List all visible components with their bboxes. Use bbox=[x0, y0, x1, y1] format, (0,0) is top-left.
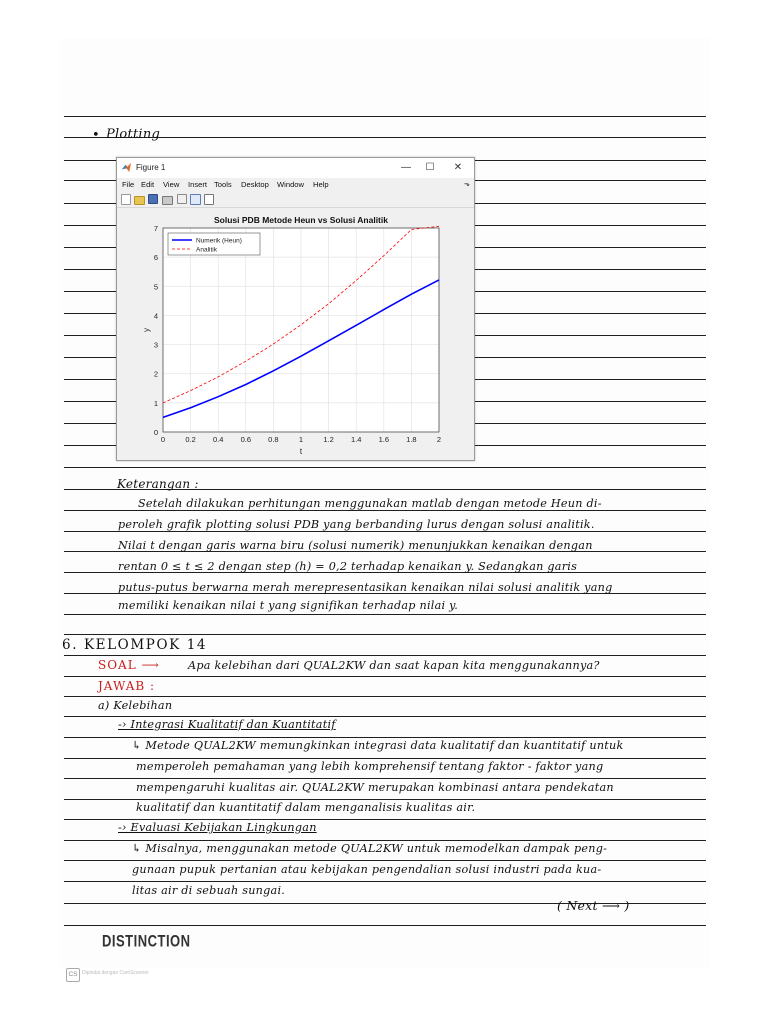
keterangan-line: Setelah dilakukan perhitungan menggunakan matlab dengan metode Heun di- bbox=[138, 497, 602, 510]
ruled-line bbox=[64, 357, 116, 358]
y-tick-label: 5 bbox=[153, 282, 158, 292]
ruled-line bbox=[64, 676, 706, 677]
ruled-line bbox=[64, 614, 706, 615]
save-icon[interactable] bbox=[148, 194, 158, 204]
next-note: ( Next ⟶ ) bbox=[557, 898, 630, 913]
print-icon[interactable] bbox=[162, 196, 173, 205]
legend-label: Numerik (Heun) bbox=[196, 237, 242, 245]
ruled-line bbox=[64, 510, 706, 511]
section-title: 6. KELOMPOK 14 bbox=[62, 637, 208, 653]
x-tick-label: 2 bbox=[436, 435, 442, 444]
ruled-line bbox=[474, 225, 706, 226]
subheading-kelebihan: a) Kelebihan bbox=[98, 699, 173, 712]
y-tick-label: 3 bbox=[153, 340, 158, 350]
new-file-icon[interactable] bbox=[121, 194, 131, 205]
ruled-line bbox=[64, 860, 706, 861]
keterangan-line: memiliki kenaikan nilai t yang signifikan terhadap nilai y. bbox=[118, 599, 459, 612]
y-tick-label: 4 bbox=[153, 311, 158, 321]
menu-tools[interactable]: Tools bbox=[214, 180, 232, 189]
item-line: litas air di sebuah sungai. bbox=[132, 884, 286, 897]
x-tick-label: 0.4 bbox=[212, 435, 224, 444]
ruled-line bbox=[64, 467, 706, 468]
ruled-line bbox=[64, 758, 706, 759]
ruled-line bbox=[64, 291, 116, 292]
ruled-line bbox=[64, 655, 706, 656]
item-line: ↳ Metode QUAL2KW memungkinkan integrasi data kualitatif dan kuantitatif untuk bbox=[132, 739, 624, 752]
close-button[interactable]: ✕ bbox=[453, 162, 463, 173]
legend-label: Analitik bbox=[196, 246, 217, 254]
window-title: Figure 1 bbox=[136, 163, 166, 172]
x-tick-label: 0.2 bbox=[185, 435, 196, 444]
link-icon[interactable] bbox=[177, 194, 187, 204]
ruled-line bbox=[64, 881, 706, 882]
ruled-line bbox=[64, 925, 706, 926]
ruled-line bbox=[64, 696, 706, 697]
heading-bullet: • bbox=[92, 128, 100, 143]
chart-title: Solusi PDB Metode Heun vs Solusi Analitik bbox=[214, 215, 388, 225]
distinction-signature: DISTINCTION bbox=[102, 931, 191, 951]
ruled-line bbox=[474, 269, 706, 270]
item-line: memperoleh pemahaman yang lebih komprehensif tentang faktor - faktor yang bbox=[136, 760, 604, 773]
plotting-heading: Plotting bbox=[106, 127, 161, 142]
ruled-line bbox=[474, 291, 706, 292]
ruled-line bbox=[64, 778, 706, 779]
x-tick-label: 0.8 bbox=[268, 435, 279, 444]
item-line: mempengaruhi kualitas air. QUAL2KW merupakan kombinasi antara pendekatan bbox=[136, 781, 614, 794]
minimize-button[interactable]: — bbox=[401, 162, 411, 173]
item-line: ↳ Misalnya, menggunakan metode QUAL2KW untuk memodelkan dampak peng- bbox=[132, 842, 608, 855]
menu-window[interactable]: Window bbox=[277, 180, 305, 189]
ruled-line bbox=[474, 335, 706, 336]
camscanner-text: Dipindai dengan CamScanner bbox=[82, 970, 149, 976]
ruled-line bbox=[64, 203, 116, 204]
ruled-line bbox=[64, 247, 116, 248]
y-tick-label: 6 bbox=[153, 253, 158, 263]
x-tick-label: 1.6 bbox=[378, 435, 390, 444]
y-axis-label: y bbox=[142, 328, 151, 332]
line-chart bbox=[117, 208, 474, 460]
item-line: kualitatif dan kuantitatif dalam menganalisis kualitas air. bbox=[136, 801, 476, 814]
plot-area bbox=[117, 208, 474, 460]
ruled-line bbox=[474, 401, 706, 402]
soal-label: SOAL ⟶ bbox=[98, 658, 160, 672]
ruled-line bbox=[64, 531, 706, 532]
ruled-line bbox=[64, 180, 116, 181]
x-tick-label: 0 bbox=[160, 435, 166, 444]
keterangan-line: peroleh grafik plotting solusi PDB yang berbanding lurus dengan solusi analitik. bbox=[118, 518, 595, 531]
menu-file[interactable]: File bbox=[122, 180, 135, 189]
menu-edit[interactable]: Edit bbox=[141, 180, 155, 189]
menu-help[interactable]: Help bbox=[313, 180, 329, 189]
maximize-button[interactable]: ☐ bbox=[425, 162, 435, 173]
y-tick-label: 0 bbox=[153, 428, 158, 437]
ruled-line bbox=[474, 445, 706, 446]
y-tick-label: 7 bbox=[153, 224, 158, 233]
item-title: -› Integrasi Kualitatif dan Kuantitatif bbox=[118, 718, 336, 731]
item-line: gunaan pupuk pertanian atau kebijakan pengendalian solusi industri pada kua- bbox=[132, 863, 602, 876]
ruled-line bbox=[64, 634, 706, 635]
legend-toggle-icon[interactable] bbox=[190, 194, 201, 205]
keterangan-line: Nilai t dengan garis warna biru (solusi numerik) menunjukkan kenaikan dengan bbox=[118, 539, 593, 552]
ruled-line bbox=[474, 357, 706, 358]
ruled-line bbox=[64, 445, 116, 446]
ruled-line bbox=[64, 423, 116, 424]
x-tick-label: 1.2 bbox=[323, 435, 334, 444]
ruled-line bbox=[64, 137, 706, 138]
menu-dock-arrow-icon[interactable]: ⬎ bbox=[464, 181, 470, 188]
keterangan-line: rentan 0 ≤ t ≤ 2 dengan step (h) = 0,2 terhadap kenaikan y. Sedangkan garis bbox=[118, 560, 578, 573]
jawab-label: JAWAB : bbox=[98, 679, 156, 693]
ruled-line bbox=[474, 160, 706, 161]
ruled-line bbox=[64, 313, 116, 314]
matlab-logo-icon bbox=[122, 163, 131, 172]
menu-view[interactable]: View bbox=[163, 180, 180, 189]
soal-text: Apa kelebihan dari QUAL2KW dan saat kapan kita menggunakannya? bbox=[188, 659, 600, 672]
y-tick-label: 1 bbox=[153, 398, 158, 408]
x-axis-label: t bbox=[299, 447, 303, 456]
ruled-line bbox=[64, 225, 116, 226]
ruled-line bbox=[64, 269, 116, 270]
x-tick-label: 0.6 bbox=[240, 435, 252, 444]
y-tick-label: 2 bbox=[153, 369, 158, 379]
ruled-line bbox=[64, 160, 116, 161]
toolbar bbox=[117, 192, 474, 208]
x-tick-label: 1.4 bbox=[350, 435, 362, 444]
menu-desktop[interactable]: Desktop bbox=[241, 180, 269, 189]
title-bar bbox=[117, 158, 474, 178]
ruled-line bbox=[474, 313, 706, 314]
ruled-line bbox=[474, 203, 706, 204]
ruled-line bbox=[64, 716, 706, 717]
item-title: -› Evaluasi Kebijakan Lingkungan bbox=[118, 821, 317, 834]
matlab-figure-window bbox=[116, 157, 475, 461]
ruled-line bbox=[64, 379, 116, 380]
ruled-line bbox=[64, 401, 116, 402]
property-inspector-icon[interactable] bbox=[204, 194, 214, 205]
open-folder-icon[interactable] bbox=[134, 196, 145, 205]
keterangan-title: Keterangan : bbox=[117, 477, 199, 491]
ruled-line bbox=[64, 335, 116, 336]
ruled-line bbox=[64, 819, 706, 820]
camscanner-badge: CS bbox=[66, 968, 80, 982]
x-tick-label: 1 bbox=[298, 435, 304, 444]
x-tick-label: 1.8 bbox=[406, 435, 417, 444]
ruled-line bbox=[474, 379, 706, 380]
ruled-line bbox=[474, 423, 706, 424]
ruled-line bbox=[64, 840, 706, 841]
ruled-line bbox=[474, 247, 706, 248]
ruled-line bbox=[474, 180, 706, 181]
ruled-line bbox=[64, 116, 706, 117]
ruled-line bbox=[64, 799, 706, 800]
ruled-line bbox=[64, 737, 706, 738]
keterangan-line: putus-putus berwarna merah merepresentasikan kenaikan nilai solusi analitik yang bbox=[118, 581, 613, 594]
menu-bar bbox=[117, 178, 474, 191]
menu-insert[interactable]: Insert bbox=[188, 180, 207, 189]
